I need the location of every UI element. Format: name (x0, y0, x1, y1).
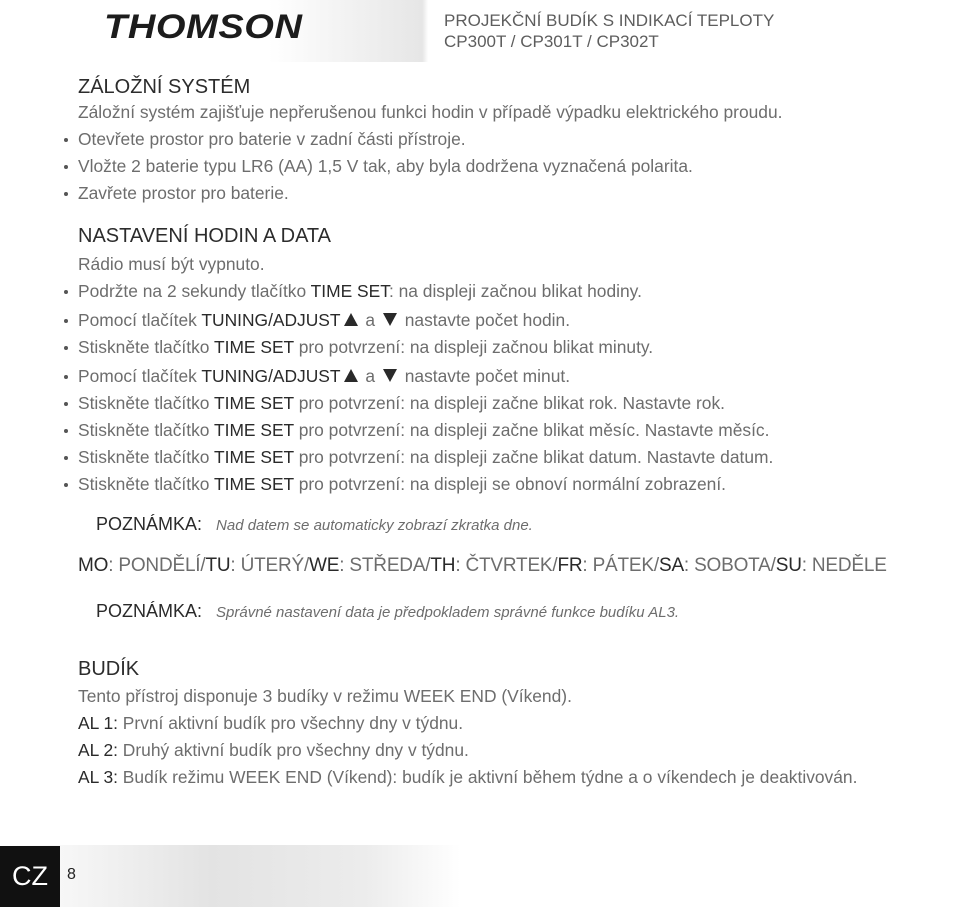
clock-step: Pomocí tlačítek TUNING/ADJUST a nastavte počet hodin. (62, 308, 570, 332)
clock-step: Stiskněte tlačítko TIME SET pro potvrzení: na displeji začne blikat rok. Nastavte rok. (62, 391, 725, 415)
note-day-abbreviation (96, 514, 533, 535)
clock-step: Stiskněte tlačítko TIME SET pro potvrzení: na displeji začne blikat měsíc. Nastavte měsíc. (62, 418, 769, 442)
clock-step: Pomocí tlačítek TUNING/ADJUST a nastavte počet minut. (62, 364, 570, 388)
product-name: PROJEKČNÍ BUDÍK S INDIKACÍ TEPLOTY (444, 11, 775, 30)
product-title (444, 10, 774, 52)
section-title-backup: ZÁLOŽNÍ SYSTÉM (78, 76, 251, 98)
brand-logo: THOMSON (104, 8, 303, 46)
page-number: 8 (67, 866, 76, 883)
backup-step: Otevřete prostor pro baterie v zadní části přístroje. (62, 127, 466, 151)
language-badge: CZ (0, 846, 60, 907)
alarm-al3: AL 3: Budík režimu WEEK END (Víkend): budík je aktivní během týdne a o víkendech je deaktivován. (78, 767, 858, 787)
day-abbreviations: MO: PONDĚLÍ/TU: ÚTERÝ/WE: STŘEDA/TH: ČTVRTEK/FR: PÁTEK/SA: SOBOTA/SU: NEDĚLE (78, 555, 887, 576)
time-set-key: TIME SET (213, 447, 294, 467)
backup-intro: Záložní systém zajišťuje nepřerušenou funkci hodin v případě výpadku elektrického proudu. (78, 102, 783, 122)
section-title-alarm: BUDÍK (78, 658, 140, 680)
clock-step: Stiskněte tlačítko TIME SET pro potvrzení: na displeji začne blikat datum. Nastavte datum. (62, 445, 773, 469)
time-set-key: TIME SET (213, 337, 294, 357)
arrow-down-icon (383, 313, 397, 326)
section-title-clock: NASTAVENÍ HODIN A DATA (78, 225, 332, 247)
alarm-intro: Tento přístroj disponuje 3 budíky v režimu WEEK END (Víkend). (78, 686, 572, 706)
note-text: Správné nastavení data je předpokladem správné funkce budíku AL3. (216, 604, 680, 621)
arrow-down-icon (383, 369, 397, 382)
arrow-up-icon (344, 313, 358, 326)
clock-step: Stiskněte tlačítko TIME SET pro potvrzení: na displeji se obnoví normální zobrazení. (62, 472, 726, 496)
tuning-adjust-key: TUNING/ADJUST (201, 310, 341, 330)
product-models: CP300T / CP301T / CP302T (444, 32, 659, 51)
clock-intro: Rádio musí být vypnuto. (78, 254, 265, 274)
note-date-setting (96, 601, 679, 622)
note-text: Nad datem se automaticky zobrazí zkratka dne. (216, 517, 533, 534)
time-set-key: TIME SET (213, 474, 294, 494)
time-set-key: TIME SET (310, 281, 389, 301)
time-set-key: TIME SET (213, 393, 294, 413)
time-set-key: TIME SET (213, 420, 294, 440)
clock-step: Stiskněte tlačítko TIME SET pro potvrzení: na displeji začnou blikat minuty. (62, 335, 653, 359)
alarm-al1: AL 1: První aktivní budík pro všechny dny v týdnu. (78, 713, 464, 733)
arrow-up-icon (344, 369, 358, 382)
backup-step: Zavřete prostor pro baterie. (62, 181, 289, 205)
note-label: POZNÁMKA: (96, 514, 203, 534)
tuning-adjust-key: TUNING/ADJUST (201, 366, 341, 386)
footer-band (0, 845, 960, 907)
clock-step: Podržte na 2 sekundy tlačítko TIME SET: na displeji začnou blikat hodiny. (62, 279, 642, 303)
alarm-al2: AL 2: Druhý aktivní budík pro všechny dny v týdnu. (78, 740, 469, 760)
backup-step: Vložte 2 baterie typu LR6 (AA) 1,5 V tak, aby byla dodržena vyznačená polarita. (62, 154, 693, 178)
note-label: POZNÁMKA: (96, 601, 203, 621)
